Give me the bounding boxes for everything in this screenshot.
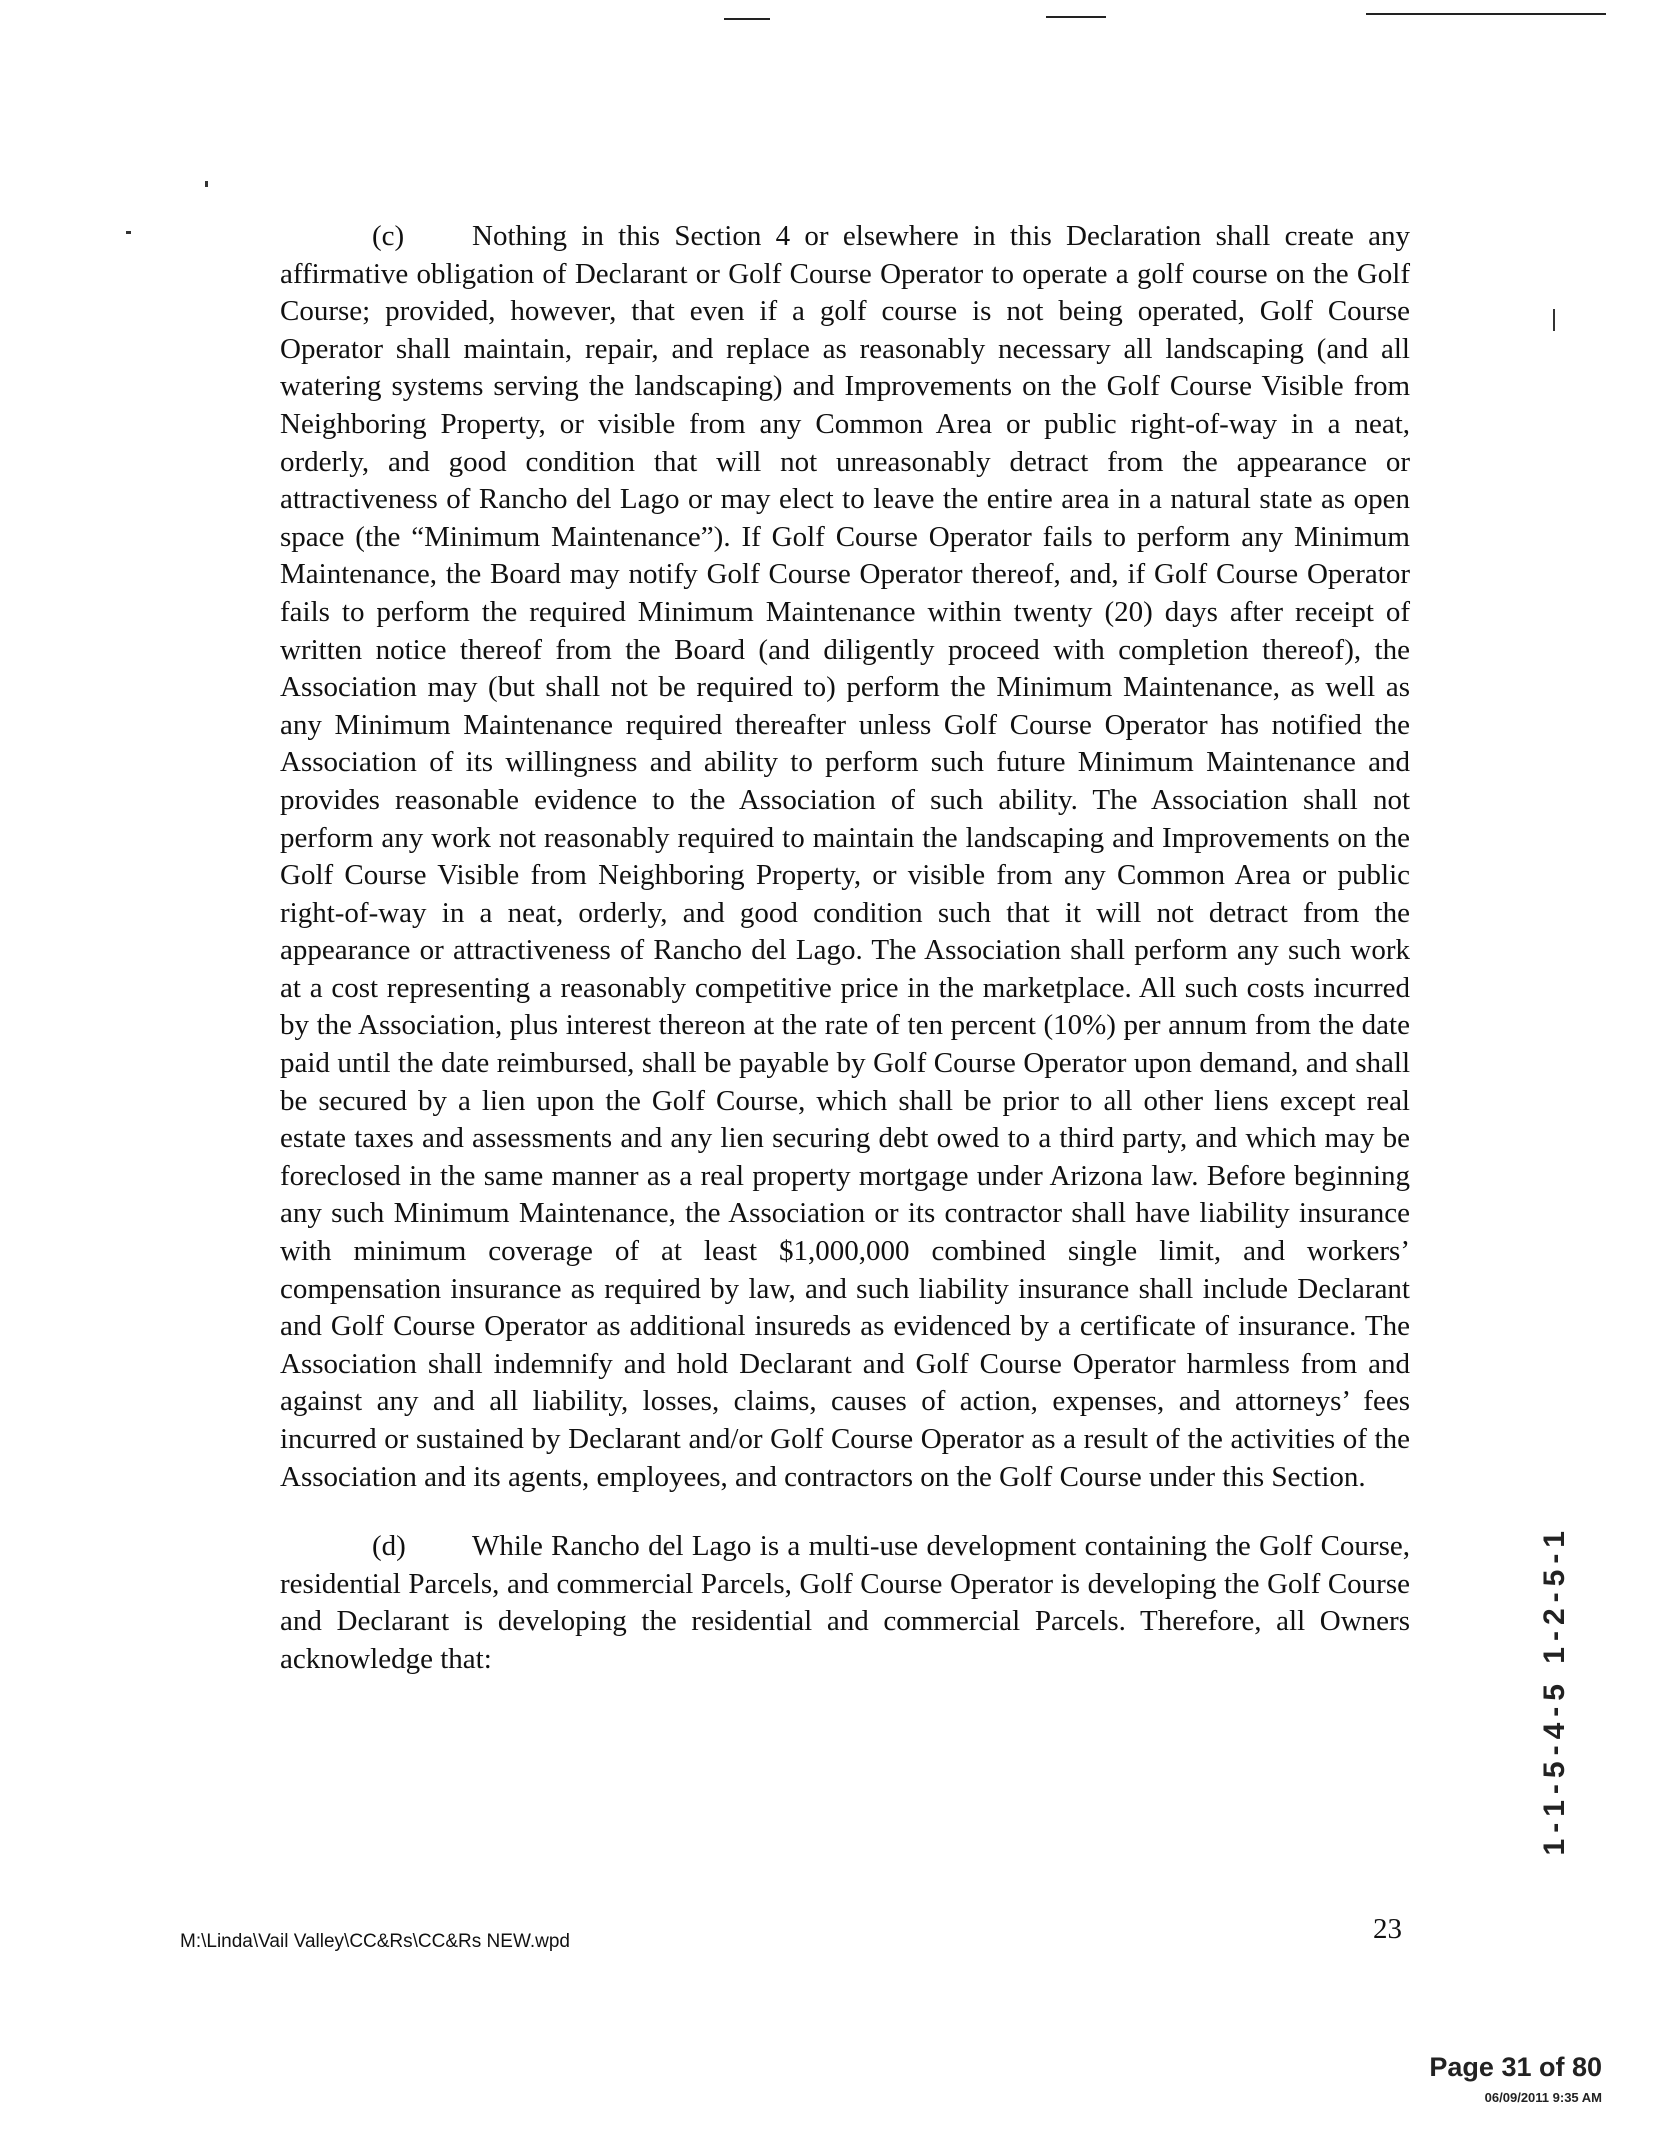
paragraph-c <box>280 218 1410 1496</box>
revision-bar <box>1553 309 1555 331</box>
document-body <box>280 218 1410 1711</box>
top-rule-left <box>724 18 770 20</box>
recording-stamp: 1-1-5-4-5 1-2-5-1 <box>1538 1525 1571 1856</box>
scan-speck <box>126 231 131 234</box>
paragraph-c-text: Nothing in this Section 4 or elsewhere in this Declaration shall create any affirmative obligation of Declarant or Golf Course Operator to operate a golf course on the Golf Course; provided, however, that even if a golf course is not being operated, Golf Course Operator shall maintain, repair, and replace as reasonably necessary all landscaping (and all watering systems serving the landscaping) and Improvements on the Golf Course Visible from Neighboring Property, or visible from any Common Area or public right-of-way in a neat, orderly, and good condition that will not unreasonably detract from the appearance or attractiveness of Rancho del Lago or may elect to leave the entire area in a natural state as open space (the “Minimum Maintenance”). If Golf Course Operator fails to perform any Minimum Maintenance, the Board may notify Golf Course Operator thereof, and, if Golf Course Operator fails to perform the required Minimum Maintenance within twenty (20) days after receipt of written notice thereof from the Board (and diligently proceed with completion thereof), the Association may (but shall not be required to) perform the Minimum Maintenance, as well as any Minimum Maintenance required thereafter unless Golf Course Operator has notified the Association of its willingness and ability to perform such future Minimum Maintenance and provides reasonable evidence to the Association of such ability. The Association shall not perform any work not reasonably required to maintain the landscaping and Improvements on the Golf Course Visible from Neighboring Property, or visible from any Common Area or public right-of-way in a neat, orderly, and good condition such that it will not detract from the appearance or attractiveness of Rancho del Lago. The Association shall perform any such work at a cost representing a reasonably competitive price in the marketplace. All such costs incurred by the Association, plus interest thereon at the rate of ten percent (10%) per annum from the date paid until the date reimbursed, shall be payable by Golf Course Operator upon demand, and shall be secured by a lien upon the Golf Course, which shall be prior to all other liens except real estate taxes and assessments and any lien securing debt owed to a third party, and which may be foreclosed in the same manner as a real property mortgage under Arizona law. Before beginning any such Minimum Maintenance, the Association or its contractor shall have liability insurance with minimum coverage of at least $1,000,000 combined single limit, and workers’ compensation insurance as required by law, and such liability insurance shall include Declarant and Golf Course Operator as additional insureds as evidenced by a certificate of insurance. The Association shall indemnify and hold Declarant and Golf Course Operator harmless from and against any and all liability, losses, claims, causes of action, expenses, and attorneys’ fees incurred or sustained by Declarant and/or Golf Course Operator as a result of the activities of the Association and its agents, employees, and contractors on the Golf Course under this Section. <box>280 220 1410 1493</box>
page-number: 23 <box>1373 1913 1402 1945</box>
paragraph-c-label: (c) <box>372 220 405 252</box>
paragraph-d-text: While Rancho del Lago is a multi-use development containing the Golf Course, residential Parcels, and commercial Parcels, Golf Course Operator is developing the Golf Course and Declarant is developing the residential and commercial Parcels. Therefore, all Owners acknowledge that: <box>280 1530 1410 1675</box>
top-rule-middle <box>1046 16 1106 18</box>
paragraph-d-label: (d) <box>372 1530 406 1563</box>
paragraph-d <box>280 1528 1410 1678</box>
top-rule-right <box>1366 13 1606 15</box>
footer-file-path: M:\Linda\Vail Valley\CC&Rs\CC&Rs NEW.wpd <box>180 1931 570 1952</box>
page-of-count: Page 31 of 80 <box>1429 2052 1602 2082</box>
scan-speck <box>205 181 208 187</box>
print-timestamp: 06/09/2011 9:35 AM <box>1484 2090 1602 2105</box>
